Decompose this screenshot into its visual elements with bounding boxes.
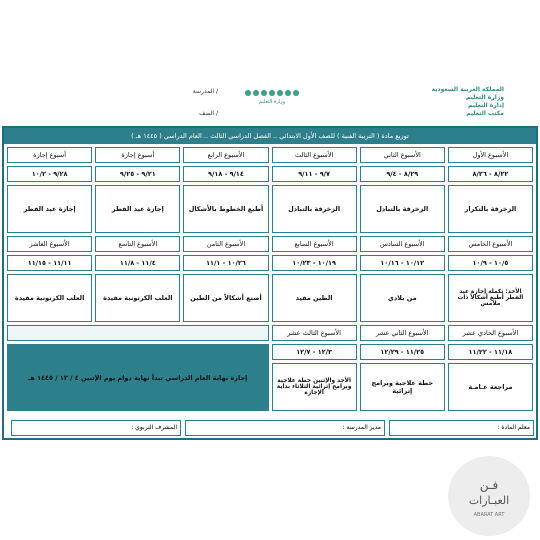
lesson-topic: أطبع الخطوط بالأشكال bbox=[183, 185, 268, 233]
lesson-topic: العلب الكرتونية مفيدة bbox=[95, 274, 180, 322]
week-dates: ١٢/٣ - ١٢/٧ bbox=[272, 344, 357, 360]
week-dates: ١٠/١٩ - ١٠/٢٣ bbox=[272, 255, 357, 271]
lesson-topic: الزخرفة بالتبادل bbox=[360, 185, 445, 233]
plan-sheet bbox=[2, 126, 538, 440]
week-label: الأسبوع الثالث bbox=[272, 147, 357, 163]
office-label: مكتب التعليم bbox=[466, 110, 504, 117]
ministry-label: وزارة التعليم bbox=[465, 94, 504, 101]
lesson-topic: الأحد: تكملة إجازة عيد الفطر أطبع أشكالاً ذات ملامس bbox=[448, 274, 533, 322]
week-label: الأسبوع السابع bbox=[272, 236, 357, 252]
week-label: أسبوع إجازة bbox=[95, 147, 180, 163]
plan-table bbox=[4, 144, 536, 414]
lesson-topic: العلب الكرتونية مفيدة bbox=[7, 274, 92, 322]
week-label: الأسبوع الحادي عشر bbox=[448, 325, 533, 341]
watermark-logo: فـن العبـارات ABARAT ART bbox=[448, 456, 530, 536]
lesson-topic: الأحد والإثنين خطة علاجية وبرامج إثرائية الثلاثاء بداية الإجازة bbox=[272, 363, 357, 411]
lesson-topic: من بلادي bbox=[360, 274, 445, 322]
week-dates: ٨/٢٩ - ٩/٤ bbox=[360, 166, 445, 182]
class-field: الصف / bbox=[199, 110, 218, 117]
plan-title: توزيع مادة ( التربية الفنية ) للصف الأول الابتدائي .. الفصل الدراسي الثالث .. العام الدراسي ( ١٤٤٥ هـ ) bbox=[4, 128, 536, 144]
week-dates: ١٠/٥ - ١٠/٩ bbox=[448, 255, 533, 271]
lesson-topic: خطة علاجية وبرامج إثرائية bbox=[360, 363, 445, 411]
lesson-topic: إجازة عيد الفطر bbox=[95, 185, 180, 233]
admin-label: إدارة التعليم bbox=[467, 102, 504, 109]
lesson-topic: مراجعة عـامـة bbox=[448, 363, 533, 411]
week-dates: ١٠/٢٦ - ١١/١ bbox=[183, 255, 268, 271]
lesson-topic: الزخرفة بالتكرار bbox=[448, 185, 533, 233]
week-label: أسبوع إجازة bbox=[7, 147, 92, 163]
teacher-signature: معلم المادة : bbox=[389, 420, 534, 436]
lesson-topic: الطين مفيد bbox=[272, 274, 357, 322]
week-label: الأسبوع الخامس bbox=[448, 236, 533, 252]
week-dates: ١٠/١٢ - ١٠/١٦ bbox=[360, 255, 445, 271]
week-dates: ١١/٢٥ - ١٢/٢٩ bbox=[360, 344, 445, 360]
week-label: الأسبوع الثالث عشر bbox=[272, 325, 357, 341]
ministry-logo: وزارة التعليم bbox=[232, 90, 312, 112]
week-label: الأسبوع الثاني bbox=[360, 147, 445, 163]
week-dates: ٩/١٤ - ٩/١٨ bbox=[183, 166, 268, 182]
week-dates: ١١/١٨ - ١١/٢٢ bbox=[448, 344, 533, 360]
header-ministry bbox=[432, 86, 504, 118]
week-label: الأسبوع الرابع bbox=[183, 147, 268, 163]
lesson-topic: إجازة عيد الفطر bbox=[7, 185, 92, 233]
week-label: الأسبوع التاسع bbox=[95, 236, 180, 252]
supervisor-signature: المشرف التربوي : bbox=[11, 420, 181, 436]
week-label: الأسبوع الثامن bbox=[183, 236, 268, 252]
school-field: المدرسة / bbox=[192, 88, 218, 95]
lesson-topic: الزخرفة بالتبادل bbox=[272, 185, 357, 233]
week-label: الأسبوع الأول bbox=[448, 147, 533, 163]
week-label: الأسبوع السادس bbox=[360, 236, 445, 252]
lesson-topic: أصنع أشكالاً من الطين bbox=[183, 274, 268, 322]
week-dates: ٩/٢١ - ٩/٢٥ bbox=[95, 166, 180, 182]
week-dates: ٨/٢٢ - ٨/٢٦ bbox=[448, 166, 533, 182]
week-dates: ٩/٢٨ - ١٠/٢ bbox=[7, 166, 92, 182]
country-label: المملكة العربية السعودية bbox=[431, 86, 504, 93]
week-dates: ٩/٧ - ٩/١١ bbox=[272, 166, 357, 182]
year-end-note: إجازة نهاية العام الدراسي تبدأ نهاية دوام يوم الإثنين ٤ / ١٢ / ١٤٤٥ هـ bbox=[7, 344, 269, 411]
week-label: الأسبوع الثاني عشر bbox=[360, 325, 445, 341]
empty-cell bbox=[7, 325, 269, 341]
principal-signature: مدير المدرسة : bbox=[185, 420, 385, 436]
week-dates: ١١/٤ - ١١/٨ bbox=[95, 255, 180, 271]
week-label: الأسبوع العاشر bbox=[7, 236, 92, 252]
week-dates: ١١/١١ - ١١/١٥ bbox=[7, 255, 92, 271]
signature-row bbox=[4, 418, 536, 438]
